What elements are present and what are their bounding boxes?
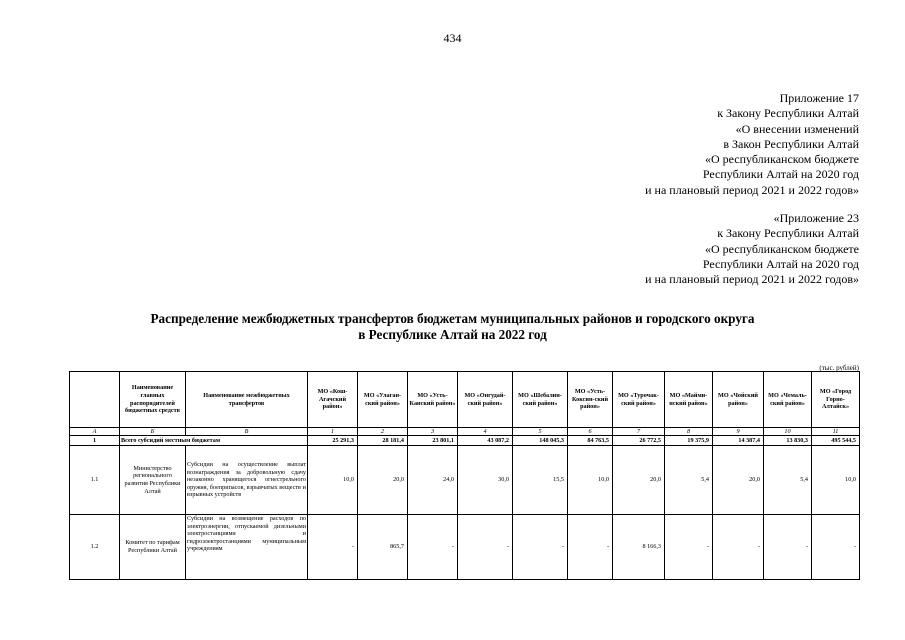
value-cell: - bbox=[408, 515, 458, 580]
column-index: 1 bbox=[308, 428, 358, 436]
value-cell: 10,0 bbox=[812, 446, 860, 515]
value-cell: 20,0 bbox=[358, 446, 408, 515]
value-cell: 10,0 bbox=[308, 446, 358, 515]
appendix-line: к Закону Республики Алтай bbox=[717, 106, 859, 121]
document-title bbox=[0, 311, 905, 343]
header-municipality: МО «Майми-нский район» bbox=[665, 372, 713, 428]
header-row bbox=[70, 372, 860, 428]
row-number: 1 bbox=[70, 436, 120, 446]
header-municipality: МО «Усть-Коксин-ский район» bbox=[568, 372, 613, 428]
header-municipality: МО «Турочак-ский район» bbox=[613, 372, 665, 428]
value-cell: 14 387,4 bbox=[713, 436, 764, 446]
appendix-line: и на плановый период 2021 и 2022 годов» bbox=[645, 182, 859, 197]
value-cell: 84 763,5 bbox=[568, 436, 613, 446]
appendix-line: в Закон Республики Алтай bbox=[723, 136, 859, 151]
value-cell: 19 375,9 bbox=[665, 436, 713, 446]
header-transfer-name: Наименование межбюджетных трансфертов bbox=[186, 372, 308, 428]
unit-note: (тыс. рублей) bbox=[819, 364, 859, 372]
appendix-line: к Закону Республики Алтай bbox=[717, 226, 859, 241]
appendix-line: Приложение 17 bbox=[779, 91, 859, 105]
value-cell: - bbox=[764, 515, 812, 580]
appendix-line: «О республиканском бюджете bbox=[704, 241, 859, 256]
column-index: 8 bbox=[665, 428, 713, 436]
value-cell: 25 291,3 bbox=[308, 436, 358, 446]
column-index-row bbox=[70, 428, 860, 436]
table-row bbox=[70, 515, 860, 580]
header-municipality: МО «Город Горно-Алтайск» bbox=[812, 372, 860, 428]
value-cell: 26 772,5 bbox=[613, 436, 665, 446]
appendix-line: Республики Алтай на 2020 год bbox=[702, 167, 859, 182]
value-cell: - bbox=[568, 515, 613, 580]
header-municipality: МО «Кош-Агачский район» bbox=[308, 372, 358, 428]
value-cell: 5,4 bbox=[764, 446, 812, 515]
value-cell: - bbox=[812, 515, 860, 580]
value-cell: 43 087,2 bbox=[458, 436, 513, 446]
column-index: 7 bbox=[613, 428, 665, 436]
value-cell: - bbox=[308, 515, 358, 580]
value-cell: 30,0 bbox=[458, 446, 513, 515]
administrator-cell: Министерство регионального развития Республики Алтай bbox=[120, 446, 186, 515]
appendix-line: «О республиканском бюджете bbox=[704, 152, 859, 167]
appendix-line: «Приложение 23 bbox=[773, 211, 859, 225]
header-municipality: МО «Улаган-ский район» bbox=[358, 372, 408, 428]
value-cell: 23 801,1 bbox=[408, 436, 458, 446]
value-cell: 20,0 bbox=[713, 446, 764, 515]
column-index: 11 bbox=[812, 428, 860, 436]
table-row bbox=[70, 446, 860, 515]
column-index: 10 bbox=[764, 428, 812, 436]
value-cell: 8 166,3 bbox=[613, 515, 665, 580]
value-cell: 865,7 bbox=[358, 515, 408, 580]
row-number: 1.2 bbox=[70, 515, 120, 580]
page-number: 434 bbox=[443, 31, 462, 45]
appendix-line: Республики Алтай на 2020 год bbox=[702, 256, 859, 271]
header-municipality: МО «Чойский район» bbox=[713, 372, 764, 428]
column-index: В bbox=[186, 428, 308, 436]
column-index: Б bbox=[120, 428, 186, 436]
column-index: 9 bbox=[713, 428, 764, 436]
value-cell: 13 830,3 bbox=[764, 436, 812, 446]
column-index: А bbox=[70, 428, 120, 436]
description-cell: Субсидии на осуществление выплат вознаграждения за добровольную сдачу незаконно хранящегося огнестрельного оружия, боеприпасов, взрывчатых веществ и взрывных устройств bbox=[186, 446, 308, 515]
value-cell: - bbox=[713, 515, 764, 580]
value-cell: 10,0 bbox=[568, 446, 613, 515]
column-index: 3 bbox=[408, 428, 458, 436]
value-cell: - bbox=[458, 515, 513, 580]
value-cell: 5,4 bbox=[665, 446, 713, 515]
value-cell: 15,5 bbox=[513, 446, 568, 515]
title-line: Распределение межбюджетных трансфертов бюджетам муниципальных районов и городского округа bbox=[150, 311, 755, 326]
column-index: 4 bbox=[458, 428, 513, 436]
total-label: Всего субсидий местным бюджетам bbox=[120, 436, 308, 446]
column-index: 6 bbox=[568, 428, 613, 436]
value-cell: 28 181,4 bbox=[358, 436, 408, 446]
appendix-reference-current bbox=[645, 91, 859, 198]
header-municipality: МО «Онгудай-ский район» bbox=[458, 372, 513, 428]
header-administrator: Наименование главных распорядителей бюджетных средств bbox=[120, 372, 186, 428]
column-index: 5 bbox=[513, 428, 568, 436]
appendix-line: «О внесении изменений bbox=[735, 121, 859, 136]
header-municipality: МО «Чемаль-ский район» bbox=[764, 372, 812, 428]
value-cell: - bbox=[665, 515, 713, 580]
value-cell: 20,0 bbox=[613, 446, 665, 515]
row-number: 1.1 bbox=[70, 446, 120, 515]
value-cell: 24,0 bbox=[408, 446, 458, 515]
value-cell: - bbox=[513, 515, 568, 580]
total-row bbox=[70, 436, 860, 446]
appendix-line: и на плановый период 2021 и 2022 годов» bbox=[645, 272, 859, 287]
header-municipality: МО «Шебалин-ский район» bbox=[513, 372, 568, 428]
column-index: 2 bbox=[358, 428, 408, 436]
title-line: в Республике Алтай на 2022 год bbox=[358, 327, 547, 342]
appendix-reference-original bbox=[645, 211, 859, 287]
header-cell-empty bbox=[70, 372, 120, 428]
header-municipality: МО «Усть-Канский район» bbox=[408, 372, 458, 428]
transfers-table bbox=[69, 371, 860, 580]
value-cell: 495 544,5 bbox=[812, 436, 860, 446]
administrator-cell: Комитет по тарифам Республики Алтай bbox=[120, 515, 186, 580]
description-cell: Субсидии на возмещение расходов по электроэнергии, отпускаемой дизельными электростанциями и гидроэлектростанциями муниципальным учреждениям bbox=[186, 515, 308, 580]
value-cell: 148 045,3 bbox=[513, 436, 568, 446]
